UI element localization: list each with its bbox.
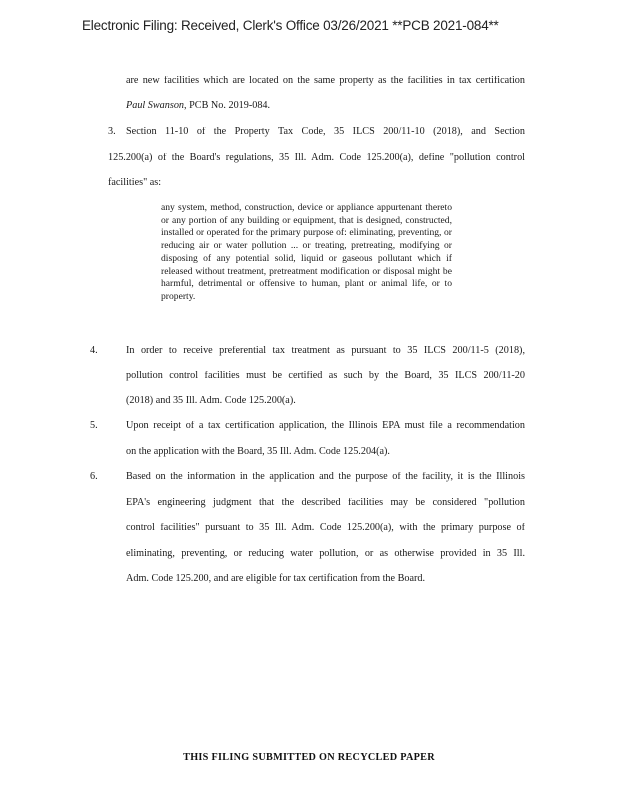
block-quote: any system, method, construction, device or appliance appurtenant thereto or any portion of any building or equipment, that is designed, constructed, installed or operated for the primary purpose of: eliminating, preventing, or reducing air or water pollution ... or treating, pretreating, modifying or disposing of any potential solid, liquid or gaseous pollutant which if released without treatment, pretreatment modification or disposal might be harmful, detrimental or offensive to human, plant or animal life, or to property.	[161, 202, 452, 302]
para-3-number: 3.	[108, 126, 116, 137]
para-4-line-3: (2018) and 35 Ill. Adm. Code 125.200(a).	[126, 395, 296, 406]
para-3-line-3: facilities" as:	[108, 177, 162, 188]
para-5-line-2: on the application with the Board, 35 Ill. Adm. Code 125.204(a).	[126, 446, 390, 457]
para-5-number: 5.	[90, 420, 98, 431]
para-4-number: 4.	[90, 345, 98, 356]
para-3-line-2: 125.200(a) of the Board's regulations, 35 Ill. Adm. Code 125.200(a), define "pollution control	[108, 153, 525, 163]
recycled-paper-footer: THIS FILING SUBMITTED ON RECYCLED PAPER	[183, 752, 435, 763]
para-6-line-4: eliminating, preventing, or reducing water pollution, or as otherwise provided in 35 Ill.	[126, 549, 525, 559]
para-3-line-1: Section 11-10 of the Property Tax Code, 35 ILCS 200/11-10 (2018), and Section	[126, 127, 525, 137]
para-6-line-5: Adm. Code 125.200, and are eligible for tax certification from the Board.	[126, 573, 426, 584]
para-6-number: 6.	[90, 471, 98, 482]
filing-stamp-header: Electronic Filing: Received, Clerk's Office 03/26/2021 **PCB 2021-084**	[82, 18, 499, 33]
para-5-line-1: Upon receipt of a tax certification application, the Illinois EPA must file a recommendation	[126, 421, 525, 431]
para-6-line-1: Based on the information in the application and the purpose of the facility, it is the Illinois	[126, 472, 525, 482]
case-number: , PCB No. 2019-084.	[184, 100, 271, 111]
continuation-line-1: are new facilities which are located on the same property as the facilities in tax certification	[126, 76, 525, 86]
para-6-line-2: EPA's engineering judgment that the described facilities may be considered "pollution	[126, 498, 525, 508]
para-6-line-3: control facilities" pursuant to 35 Ill. Adm. Code 125.200(a), with the primary purpose of	[126, 523, 525, 533]
para-4-line-2: pollution control facilities must be certified as such by the Board, 35 ILCS 200/11-20	[126, 371, 525, 381]
case-name: Paul Swanson	[126, 100, 185, 111]
continuation-line-2	[126, 101, 270, 111]
para-4-line-1: In order to receive preferential tax treatment as pursuant to 35 ILCS 200/11-5 (2018),	[126, 346, 525, 356]
